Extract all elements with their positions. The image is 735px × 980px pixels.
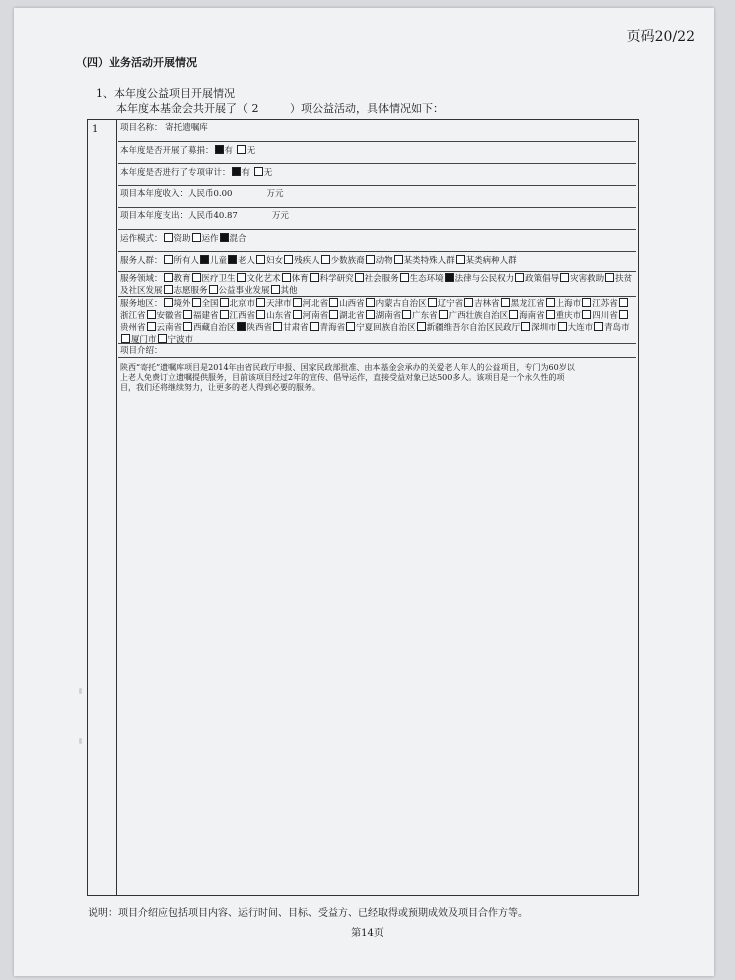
option-label: 大连市 <box>567 323 594 333</box>
project-table <box>87 119 639 896</box>
option-label: 所有人 <box>173 256 200 266</box>
income-label: 项目本年度收入：人民币0.00 <box>120 189 233 199</box>
option-label: 宁波市 <box>167 335 194 345</box>
income-row <box>118 189 636 208</box>
option-label: 广西壮族自治区 <box>448 311 509 321</box>
checkbox <box>164 233 173 242</box>
option-label: 广东省 <box>412 311 438 321</box>
checkbox <box>619 310 628 319</box>
option-label: 宁夏回族自治区 <box>356 323 416 333</box>
checkbox <box>464 298 473 307</box>
audit-row <box>118 167 636 186</box>
option-label: 厦门市 <box>131 335 157 345</box>
option-label: 医疗卫生 <box>201 274 236 284</box>
fundraising-label: 本年度是否开展了募捐： <box>120 146 214 156</box>
checkbox <box>192 298 201 307</box>
option-label: 浙江省 <box>120 311 146 321</box>
checkbox <box>273 322 282 331</box>
option-label: 有 <box>224 146 234 156</box>
expense-label: 项目本年度支出：人民币40.87 <box>120 211 238 221</box>
project-name: 项目名称： 寄托遗嘱库 <box>120 123 208 133</box>
checkbox <box>428 298 437 307</box>
option-label: 上海市 <box>555 299 582 309</box>
checkbox <box>284 255 293 264</box>
option-label: 天津市 <box>266 299 292 309</box>
option-label: 体育 <box>291 274 309 284</box>
checkbox <box>310 273 319 282</box>
option-label: 江苏省 <box>592 299 618 309</box>
intro-text: 陕西“寄托”遗嘱库项目是2014年由省民政厅申报、国家民政部批准、由本基金会承办的关爱老人年人的公益项目，专门为60岁以上老人免费订立遗嘱提供服务，目前该项目经过2年的宣传、倡导运作，直接受益对象已达500多人。该项目是一个永久性的项目，我们还将继续努力，让更多的老人得到必要的服务。 <box>120 363 575 392</box>
checkbox <box>293 298 302 307</box>
subsection-title: 1、本年度公益项目开展情况 <box>96 87 235 100</box>
option-label: 公益事业发展 <box>218 286 270 296</box>
option-label: 西藏自治区 <box>193 323 236 333</box>
checkbox <box>256 298 265 307</box>
option-label: 福建省 <box>193 311 219 321</box>
option-label: 新疆维吾尔自治区民政厅 <box>426 323 521 333</box>
option-label: 辽宁省 <box>437 299 464 309</box>
option-label: 云南省 <box>156 323 183 333</box>
option-label: 科学研究 <box>319 274 354 284</box>
checkbox <box>582 310 591 319</box>
checkbox <box>501 298 510 307</box>
option-label: 河南省 <box>302 311 329 321</box>
checkbox <box>183 310 192 319</box>
checkbox <box>560 273 569 282</box>
option-label: 无 <box>263 168 273 178</box>
checkbox <box>366 310 375 319</box>
checkbox <box>254 167 263 176</box>
checkbox-checked <box>215 145 224 154</box>
option-label: 有 <box>241 168 251 178</box>
crowd-label: 服务人群： <box>120 256 163 266</box>
option-label: 境外 <box>173 299 191 309</box>
checkbox <box>158 334 167 343</box>
checkbox <box>164 285 173 294</box>
option-label: 文化艺术 <box>246 274 281 284</box>
option-label: 政策倡导 <box>525 274 560 284</box>
region-label: 服务地区： <box>120 299 163 309</box>
expense-row <box>118 211 636 230</box>
checkbox-checked <box>237 322 246 331</box>
option-label: 志愿服务 <box>173 286 208 296</box>
option-label: 社会服务 <box>364 274 399 284</box>
checkbox <box>402 310 411 319</box>
checkbox <box>546 298 555 307</box>
option-label: 安徽省 <box>156 311 183 321</box>
checkbox <box>546 310 555 319</box>
checkbox <box>515 273 524 282</box>
checkbox <box>400 273 409 282</box>
field-label: 服务领域： <box>120 274 163 284</box>
option-label: 河北省 <box>302 299 329 309</box>
row-index: 1 <box>92 124 99 135</box>
checkbox <box>582 298 591 307</box>
option-label: 动物 <box>375 256 393 266</box>
intro-label: 项目介绍： <box>120 346 163 356</box>
option-label: 内蒙古自治区 <box>375 299 427 309</box>
checkbox <box>417 322 426 331</box>
checkbox <box>329 298 338 307</box>
checkbox <box>619 298 628 307</box>
mode-row <box>118 233 636 252</box>
option-label: 四川省 <box>592 311 618 321</box>
checkbox <box>558 322 567 331</box>
checkbox <box>237 145 246 154</box>
option-label: 黑龙江省 <box>510 299 545 309</box>
checkbox <box>293 310 302 319</box>
punch-mark <box>79 688 82 694</box>
footnote: 说明：项目介绍应包括项目内容、运行时间、目标、受益方、已经取得或预期成效及项目合作方等。 <box>88 908 528 919</box>
option-label: 全国 <box>201 299 219 309</box>
option-label: 少数族裔 <box>330 256 365 266</box>
option-label: 陕西省 <box>246 323 273 333</box>
option-label: 重庆市 <box>555 311 582 321</box>
checkbox <box>147 310 156 319</box>
option-label: 扶贫及社区发展 <box>120 274 633 296</box>
checkbox <box>271 285 280 294</box>
option-label: 灾害救助 <box>570 274 605 284</box>
option-label: 某类特殊人群 <box>403 256 455 266</box>
option-label: 山东省 <box>266 311 292 321</box>
option-label: 教育 <box>173 274 191 284</box>
option-label: 湖北省 <box>339 311 365 321</box>
option-label: 残疾人 <box>294 256 320 266</box>
checkbox <box>121 334 130 343</box>
activity-count-line: 本年度本基金会共开展了（ 2 ）项公益活动，具体情况如下： <box>116 102 444 115</box>
option-label: 甘肃省 <box>283 323 309 333</box>
crowd-row <box>118 255 636 272</box>
checkbox <box>147 322 156 331</box>
checkbox <box>521 322 530 331</box>
region-options <box>120 299 630 345</box>
checkbox <box>164 298 173 307</box>
checkbox <box>310 322 319 331</box>
option-label: 其他 <box>280 286 298 296</box>
intro-label-row <box>118 346 636 358</box>
checkbox <box>209 285 218 294</box>
checkbox-checked <box>220 233 229 242</box>
option-label: 深圳市 <box>531 323 557 333</box>
option-label: 江西省 <box>229 311 256 321</box>
option-label: 妇女 <box>266 256 284 266</box>
checkbox <box>509 310 518 319</box>
checkbox <box>237 273 246 282</box>
option-label: 无 <box>246 146 256 156</box>
checkbox <box>346 322 355 331</box>
option-label: 北京市 <box>229 299 256 309</box>
checkbox-checked <box>228 255 237 264</box>
option-label: 湖南省 <box>375 311 402 321</box>
checkbox <box>329 310 338 319</box>
audit-label: 本年度是否进行了专项审计： <box>120 168 231 178</box>
field-row <box>118 273 636 297</box>
checkbox <box>256 310 265 319</box>
field-options <box>120 274 632 296</box>
checkbox <box>321 255 330 264</box>
checkbox <box>366 298 375 307</box>
checkbox <box>394 255 403 264</box>
checkbox <box>183 322 192 331</box>
option-label: 混合 <box>229 234 247 244</box>
option-label: 某类病种人群 <box>465 256 517 266</box>
option-label: 儿童 <box>210 256 228 266</box>
checkbox <box>220 310 229 319</box>
option-label: 资助 <box>173 234 191 244</box>
checkbox <box>439 310 448 319</box>
checkbox-checked <box>200 255 209 264</box>
checkbox <box>594 322 603 331</box>
checkbox-checked <box>445 273 454 282</box>
option-label: 青岛市 <box>604 323 630 333</box>
expense-unit: 万元 <box>271 211 289 221</box>
index-column <box>88 120 117 895</box>
option-label: 法律与公民权力 <box>454 274 515 284</box>
checkbox <box>256 255 265 264</box>
checkbox <box>220 298 229 307</box>
checkbox-checked <box>232 167 241 176</box>
section-title: （四）业务活动开展情况 <box>76 56 197 69</box>
page-label: 页码20/22 <box>626 29 695 45</box>
project-name-row <box>118 123 636 142</box>
page-footer: 第14页 <box>351 928 384 939</box>
option-label: 贵州省 <box>120 323 146 333</box>
crowd-options <box>163 256 517 266</box>
checkbox <box>192 273 201 282</box>
option-label: 吉林省 <box>474 299 500 309</box>
checkbox <box>164 255 173 264</box>
fundraising-row <box>118 145 636 164</box>
income-unit: 万元 <box>266 189 284 199</box>
region-row <box>118 298 636 344</box>
checkbox <box>164 273 173 282</box>
option-label: 运作 <box>201 234 219 244</box>
mode-label: 运作模式： <box>120 234 163 244</box>
checkbox <box>605 273 614 282</box>
checkbox <box>366 255 375 264</box>
mode-options <box>163 234 247 244</box>
checkbox <box>282 273 291 282</box>
option-label: 海南省 <box>519 311 545 321</box>
punch-mark <box>79 738 82 744</box>
option-label: 山西省 <box>339 299 365 309</box>
option-label: 老人 <box>238 256 256 266</box>
checkbox <box>192 233 201 242</box>
option-label: 生态环境 <box>409 274 444 284</box>
option-label: 青海省 <box>319 323 346 333</box>
checkbox <box>456 255 465 264</box>
checkbox <box>355 273 364 282</box>
